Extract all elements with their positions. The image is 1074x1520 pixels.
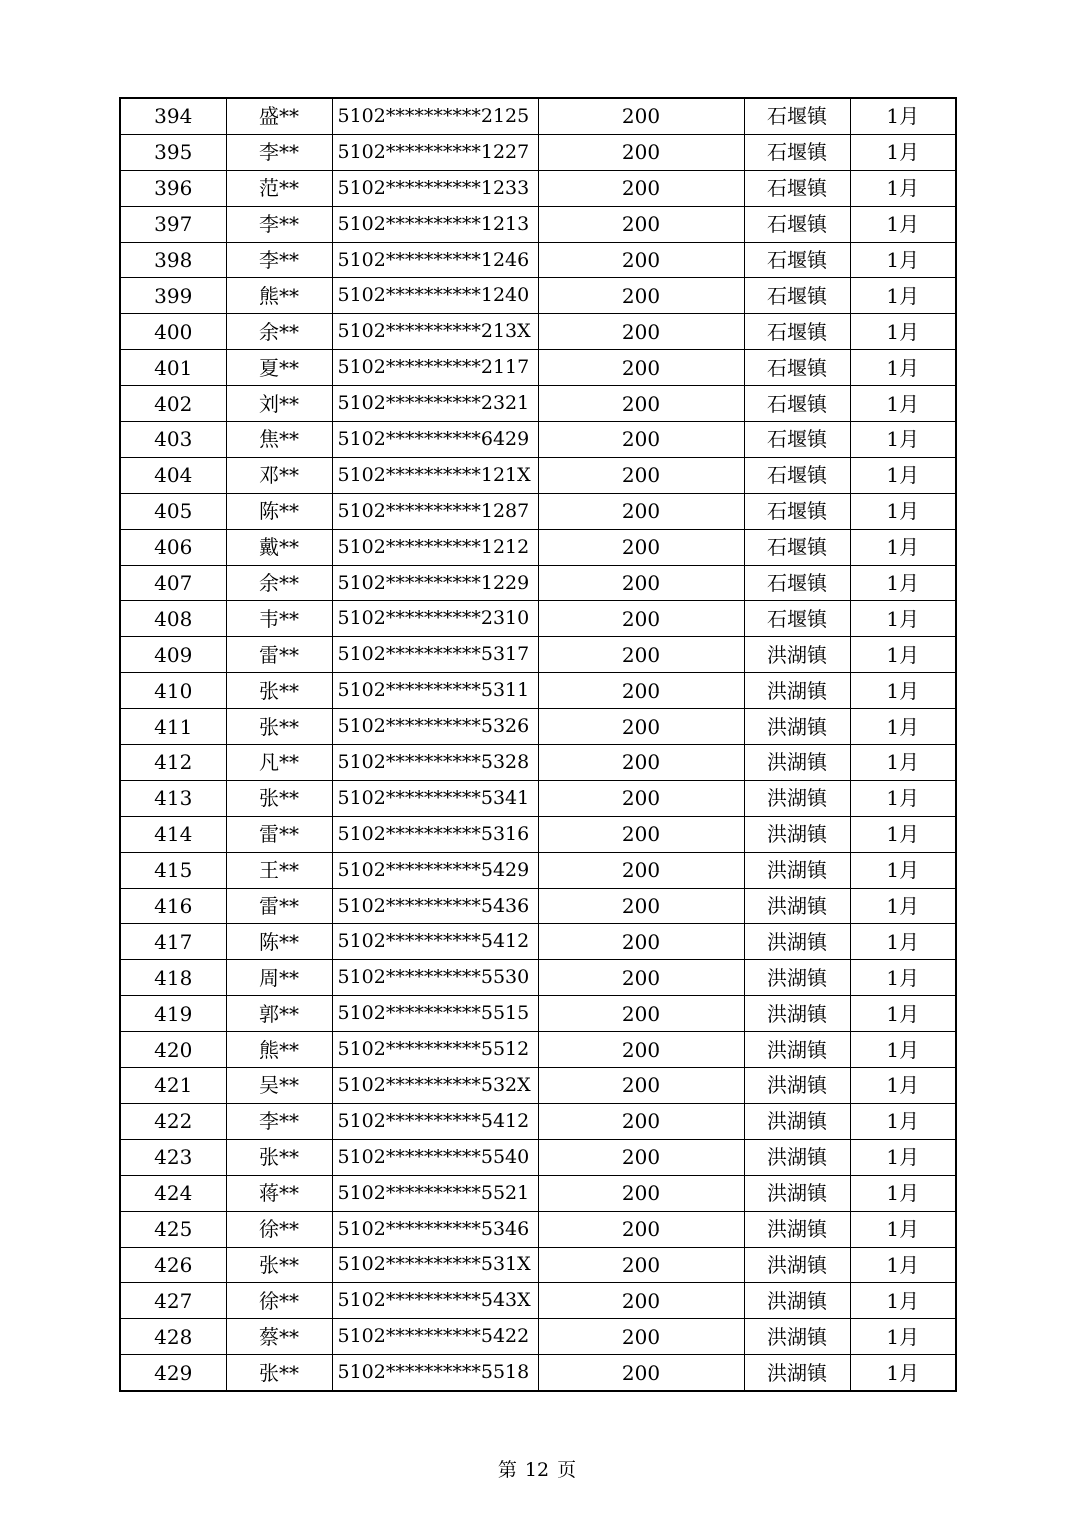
cell-name: 戴** xyxy=(226,529,332,565)
cell-month: 1月 xyxy=(850,1139,956,1175)
cell-month: 1月 xyxy=(850,673,956,709)
cell-serial-number: 413 xyxy=(120,780,226,816)
cell-serial-number: 425 xyxy=(120,1211,226,1247)
cell-town: 洪湖镇 xyxy=(744,745,850,781)
cell-name: 熊** xyxy=(226,278,332,314)
cell-serial-number: 401 xyxy=(120,350,226,386)
table-row xyxy=(120,529,956,565)
cell-amount: 200 xyxy=(538,565,744,601)
cell-month: 1月 xyxy=(850,637,956,673)
cell-serial-number: 394 xyxy=(120,98,226,134)
cell-town: 洪湖镇 xyxy=(744,1175,850,1211)
cell-serial-number: 411 xyxy=(120,709,226,745)
cell-name: 徐** xyxy=(226,1283,332,1319)
cell-month: 1月 xyxy=(850,134,956,170)
cell-id-number: 5102**********532X xyxy=(332,1068,538,1104)
cell-month: 1月 xyxy=(850,709,956,745)
cell-name: 蔡** xyxy=(226,1319,332,1355)
cell-id-number: 5102**********1213 xyxy=(332,206,538,242)
cell-town: 洪湖镇 xyxy=(744,1247,850,1283)
cell-name: 李** xyxy=(226,242,332,278)
cell-name: 余** xyxy=(226,565,332,601)
cell-amount: 200 xyxy=(538,673,744,709)
table-row xyxy=(120,206,956,242)
cell-serial-number: 408 xyxy=(120,601,226,637)
table-row xyxy=(120,134,956,170)
cell-name: 王** xyxy=(226,852,332,888)
cell-name: 余** xyxy=(226,314,332,350)
cell-id-number: 5102**********1212 xyxy=(332,529,538,565)
cell-name: 陈** xyxy=(226,493,332,529)
table-row xyxy=(120,888,956,924)
cell-town: 石堰镇 xyxy=(744,278,850,314)
cell-amount: 200 xyxy=(538,457,744,493)
cell-town: 石堰镇 xyxy=(744,422,850,458)
cell-id-number: 5102**********5316 xyxy=(332,816,538,852)
cell-month: 1月 xyxy=(850,1247,956,1283)
cell-serial-number: 417 xyxy=(120,924,226,960)
cell-name: 张** xyxy=(226,1139,332,1175)
cell-town: 洪湖镇 xyxy=(744,1068,850,1104)
cell-amount: 200 xyxy=(538,1068,744,1104)
cell-town: 洪湖镇 xyxy=(744,852,850,888)
cell-amount: 200 xyxy=(538,98,744,134)
table-row xyxy=(120,1355,956,1392)
table-row xyxy=(120,673,956,709)
cell-name: 蒋** xyxy=(226,1175,332,1211)
cell-town: 洪湖镇 xyxy=(744,996,850,1032)
cell-month: 1月 xyxy=(850,1175,956,1211)
cell-town: 洪湖镇 xyxy=(744,1032,850,1068)
table-row xyxy=(120,852,956,888)
cell-id-number: 5102**********1287 xyxy=(332,493,538,529)
cell-amount: 200 xyxy=(538,1139,744,1175)
table-row xyxy=(120,1032,956,1068)
cell-town: 洪湖镇 xyxy=(744,673,850,709)
cell-id-number: 5102**********5518 xyxy=(332,1355,538,1392)
page-number-prefix: 第 xyxy=(497,1459,517,1481)
table-row xyxy=(120,1068,956,1104)
table-row xyxy=(120,242,956,278)
cell-amount: 200 xyxy=(538,350,744,386)
cell-amount: 200 xyxy=(538,1283,744,1319)
page-number-suffix: 页 xyxy=(557,1459,577,1481)
cell-town: 石堰镇 xyxy=(744,601,850,637)
cell-id-number: 5102**********543X xyxy=(332,1283,538,1319)
cell-amount: 200 xyxy=(538,960,744,996)
table-row xyxy=(120,745,956,781)
cell-month: 1月 xyxy=(850,1032,956,1068)
cell-town: 石堰镇 xyxy=(744,242,850,278)
table-row xyxy=(120,457,956,493)
cell-name: 徐** xyxy=(226,1211,332,1247)
cell-amount: 200 xyxy=(538,242,744,278)
cell-town: 石堰镇 xyxy=(744,350,850,386)
cell-id-number: 5102**********121X xyxy=(332,457,538,493)
cell-month: 1月 xyxy=(850,1355,956,1392)
cell-id-number: 5102**********213X xyxy=(332,314,538,350)
cell-id-number: 5102**********5341 xyxy=(332,780,538,816)
table-row xyxy=(120,278,956,314)
cell-town: 洪湖镇 xyxy=(744,1139,850,1175)
table-row xyxy=(120,1103,956,1139)
cell-id-number: 5102**********2310 xyxy=(332,601,538,637)
table-row xyxy=(120,565,956,601)
cell-id-number: 5102**********5521 xyxy=(332,1175,538,1211)
cell-amount: 200 xyxy=(538,314,744,350)
cell-town: 洪湖镇 xyxy=(744,780,850,816)
cell-name: 李** xyxy=(226,206,332,242)
cell-id-number: 5102**********5346 xyxy=(332,1211,538,1247)
cell-month: 1月 xyxy=(850,422,956,458)
cell-id-number: 5102**********5311 xyxy=(332,673,538,709)
page-number: 12 xyxy=(524,1459,550,1481)
cell-month: 1月 xyxy=(850,206,956,242)
cell-month: 1月 xyxy=(850,1068,956,1104)
cell-town: 石堰镇 xyxy=(744,457,850,493)
cell-name: 李** xyxy=(226,134,332,170)
cell-amount: 200 xyxy=(538,996,744,1032)
cell-town: 洪湖镇 xyxy=(744,709,850,745)
cell-month: 1月 xyxy=(850,1211,956,1247)
cell-amount: 200 xyxy=(538,134,744,170)
cell-serial-number: 415 xyxy=(120,852,226,888)
table-row xyxy=(120,960,956,996)
cell-name: 张** xyxy=(226,780,332,816)
cell-amount: 200 xyxy=(538,924,744,960)
cell-name: 雷** xyxy=(226,816,332,852)
table-row xyxy=(120,1319,956,1355)
cell-name: 周** xyxy=(226,960,332,996)
cell-month: 1月 xyxy=(850,529,956,565)
cell-town: 洪湖镇 xyxy=(744,1319,850,1355)
cell-name: 范** xyxy=(226,170,332,206)
cell-town: 石堰镇 xyxy=(744,493,850,529)
cell-town: 石堰镇 xyxy=(744,529,850,565)
cell-amount: 200 xyxy=(538,1032,744,1068)
cell-id-number: 5102**********531X xyxy=(332,1247,538,1283)
cell-amount: 200 xyxy=(538,780,744,816)
cell-amount: 200 xyxy=(538,170,744,206)
cell-name: 凡** xyxy=(226,745,332,781)
cell-id-number: 5102**********2321 xyxy=(332,386,538,422)
table-row xyxy=(120,314,956,350)
cell-amount: 200 xyxy=(538,493,744,529)
cell-amount: 200 xyxy=(538,1319,744,1355)
table-row xyxy=(120,386,956,422)
page-footer xyxy=(0,1455,1074,1482)
cell-month: 1月 xyxy=(850,1283,956,1319)
cell-month: 1月 xyxy=(850,278,956,314)
cell-month: 1月 xyxy=(850,960,956,996)
cell-town: 洪湖镇 xyxy=(744,960,850,996)
cell-serial-number: 426 xyxy=(120,1247,226,1283)
table-body xyxy=(120,98,956,1391)
cell-month: 1月 xyxy=(850,888,956,924)
cell-id-number: 5102**********2125 xyxy=(332,98,538,134)
cell-amount: 200 xyxy=(538,1355,744,1392)
cell-town: 石堰镇 xyxy=(744,565,850,601)
cell-amount: 200 xyxy=(538,1211,744,1247)
cell-town: 石堰镇 xyxy=(744,206,850,242)
cell-amount: 200 xyxy=(538,745,744,781)
table-row xyxy=(120,1283,956,1319)
cell-town: 洪湖镇 xyxy=(744,637,850,673)
cell-month: 1月 xyxy=(850,493,956,529)
cell-amount: 200 xyxy=(538,601,744,637)
table-row xyxy=(120,637,956,673)
cell-id-number: 5102**********2117 xyxy=(332,350,538,386)
cell-serial-number: 405 xyxy=(120,493,226,529)
cell-month: 1月 xyxy=(850,565,956,601)
cell-name: 雷** xyxy=(226,637,332,673)
cell-town: 石堰镇 xyxy=(744,98,850,134)
cell-serial-number: 422 xyxy=(120,1103,226,1139)
cell-id-number: 5102**********5326 xyxy=(332,709,538,745)
cell-month: 1月 xyxy=(850,996,956,1032)
cell-month: 1月 xyxy=(850,601,956,637)
cell-id-number: 5102**********5412 xyxy=(332,1103,538,1139)
cell-id-number: 5102**********5422 xyxy=(332,1319,538,1355)
cell-serial-number: 396 xyxy=(120,170,226,206)
cell-name: 吴** xyxy=(226,1068,332,1104)
cell-amount: 200 xyxy=(538,1247,744,1283)
records-table xyxy=(119,97,957,1392)
table-row xyxy=(120,170,956,206)
cell-town: 洪湖镇 xyxy=(744,1283,850,1319)
table-row xyxy=(120,98,956,134)
cell-serial-number: 412 xyxy=(120,745,226,781)
cell-month: 1月 xyxy=(850,98,956,134)
cell-month: 1月 xyxy=(850,816,956,852)
cell-name: 陈** xyxy=(226,924,332,960)
table-row xyxy=(120,924,956,960)
cell-serial-number: 414 xyxy=(120,816,226,852)
cell-name: 夏** xyxy=(226,350,332,386)
cell-name: 雷** xyxy=(226,888,332,924)
cell-month: 1月 xyxy=(850,745,956,781)
table-row xyxy=(120,601,956,637)
cell-amount: 200 xyxy=(538,278,744,314)
cell-month: 1月 xyxy=(850,780,956,816)
cell-town: 石堰镇 xyxy=(744,386,850,422)
cell-id-number: 5102**********5429 xyxy=(332,852,538,888)
table-row xyxy=(120,996,956,1032)
table-row xyxy=(120,1175,956,1211)
cell-id-number: 5102**********5328 xyxy=(332,745,538,781)
cell-serial-number: 428 xyxy=(120,1319,226,1355)
cell-amount: 200 xyxy=(538,206,744,242)
cell-serial-number: 429 xyxy=(120,1355,226,1392)
cell-amount: 200 xyxy=(538,888,744,924)
cell-name: 盛** xyxy=(226,98,332,134)
table-row xyxy=(120,493,956,529)
table-row xyxy=(120,1139,956,1175)
cell-name: 李** xyxy=(226,1103,332,1139)
cell-id-number: 5102**********5412 xyxy=(332,924,538,960)
cell-town: 洪湖镇 xyxy=(744,888,850,924)
table-row xyxy=(120,1211,956,1247)
cell-month: 1月 xyxy=(850,314,956,350)
cell-amount: 200 xyxy=(538,422,744,458)
cell-id-number: 5102**********5512 xyxy=(332,1032,538,1068)
cell-name: 邓** xyxy=(226,457,332,493)
cell-name: 郭** xyxy=(226,996,332,1032)
cell-town: 石堰镇 xyxy=(744,170,850,206)
table-row xyxy=(120,780,956,816)
cell-town: 石堰镇 xyxy=(744,134,850,170)
cell-name: 张** xyxy=(226,1247,332,1283)
cell-name: 张** xyxy=(226,709,332,745)
cell-serial-number: 427 xyxy=(120,1283,226,1319)
cell-month: 1月 xyxy=(850,170,956,206)
cell-id-number: 5102**********5436 xyxy=(332,888,538,924)
cell-id-number: 5102**********5515 xyxy=(332,996,538,1032)
cell-name: 张** xyxy=(226,673,332,709)
cell-month: 1月 xyxy=(850,924,956,960)
cell-id-number: 5102**********5317 xyxy=(332,637,538,673)
cell-serial-number: 407 xyxy=(120,565,226,601)
cell-id-number: 5102**********5530 xyxy=(332,960,538,996)
cell-serial-number: 395 xyxy=(120,134,226,170)
cell-name: 韦** xyxy=(226,601,332,637)
cell-town: 石堰镇 xyxy=(744,314,850,350)
cell-name: 焦** xyxy=(226,422,332,458)
table-row xyxy=(120,709,956,745)
cell-serial-number: 416 xyxy=(120,888,226,924)
cell-id-number: 5102**********5540 xyxy=(332,1139,538,1175)
cell-serial-number: 424 xyxy=(120,1175,226,1211)
cell-serial-number: 410 xyxy=(120,673,226,709)
cell-serial-number: 420 xyxy=(120,1032,226,1068)
cell-serial-number: 418 xyxy=(120,960,226,996)
cell-serial-number: 406 xyxy=(120,529,226,565)
cell-amount: 200 xyxy=(538,386,744,422)
cell-amount: 200 xyxy=(538,709,744,745)
cell-name: 刘** xyxy=(226,386,332,422)
cell-serial-number: 399 xyxy=(120,278,226,314)
cell-serial-number: 409 xyxy=(120,637,226,673)
cell-amount: 200 xyxy=(538,1175,744,1211)
cell-amount: 200 xyxy=(538,816,744,852)
table-row xyxy=(120,1247,956,1283)
cell-town: 洪湖镇 xyxy=(744,1211,850,1247)
table-row xyxy=(120,422,956,458)
table-row xyxy=(120,816,956,852)
cell-month: 1月 xyxy=(850,386,956,422)
cell-town: 洪湖镇 xyxy=(744,1355,850,1392)
cell-serial-number: 400 xyxy=(120,314,226,350)
cell-serial-number: 404 xyxy=(120,457,226,493)
cell-id-number: 5102**********1233 xyxy=(332,170,538,206)
cell-month: 1月 xyxy=(850,457,956,493)
cell-name: 熊** xyxy=(226,1032,332,1068)
cell-id-number: 5102**********1240 xyxy=(332,278,538,314)
cell-id-number: 5102**********1229 xyxy=(332,565,538,601)
cell-town: 洪湖镇 xyxy=(744,1103,850,1139)
cell-serial-number: 397 xyxy=(120,206,226,242)
cell-serial-number: 421 xyxy=(120,1068,226,1104)
cell-town: 洪湖镇 xyxy=(744,924,850,960)
cell-amount: 200 xyxy=(538,529,744,565)
cell-amount: 200 xyxy=(538,852,744,888)
cell-serial-number: 423 xyxy=(120,1139,226,1175)
cell-amount: 200 xyxy=(538,1103,744,1139)
cell-id-number: 5102**********6429 xyxy=(332,422,538,458)
cell-serial-number: 398 xyxy=(120,242,226,278)
cell-month: 1月 xyxy=(850,852,956,888)
cell-serial-number: 419 xyxy=(120,996,226,1032)
cell-serial-number: 403 xyxy=(120,422,226,458)
cell-amount: 200 xyxy=(538,637,744,673)
cell-id-number: 5102**********1227 xyxy=(332,134,538,170)
cell-town: 洪湖镇 xyxy=(744,816,850,852)
cell-month: 1月 xyxy=(850,1103,956,1139)
table-row xyxy=(120,350,956,386)
cell-month: 1月 xyxy=(850,1319,956,1355)
cell-id-number: 5102**********1246 xyxy=(332,242,538,278)
cell-month: 1月 xyxy=(850,350,956,386)
cell-serial-number: 402 xyxy=(120,386,226,422)
cell-month: 1月 xyxy=(850,242,956,278)
cell-name: 张** xyxy=(226,1355,332,1392)
